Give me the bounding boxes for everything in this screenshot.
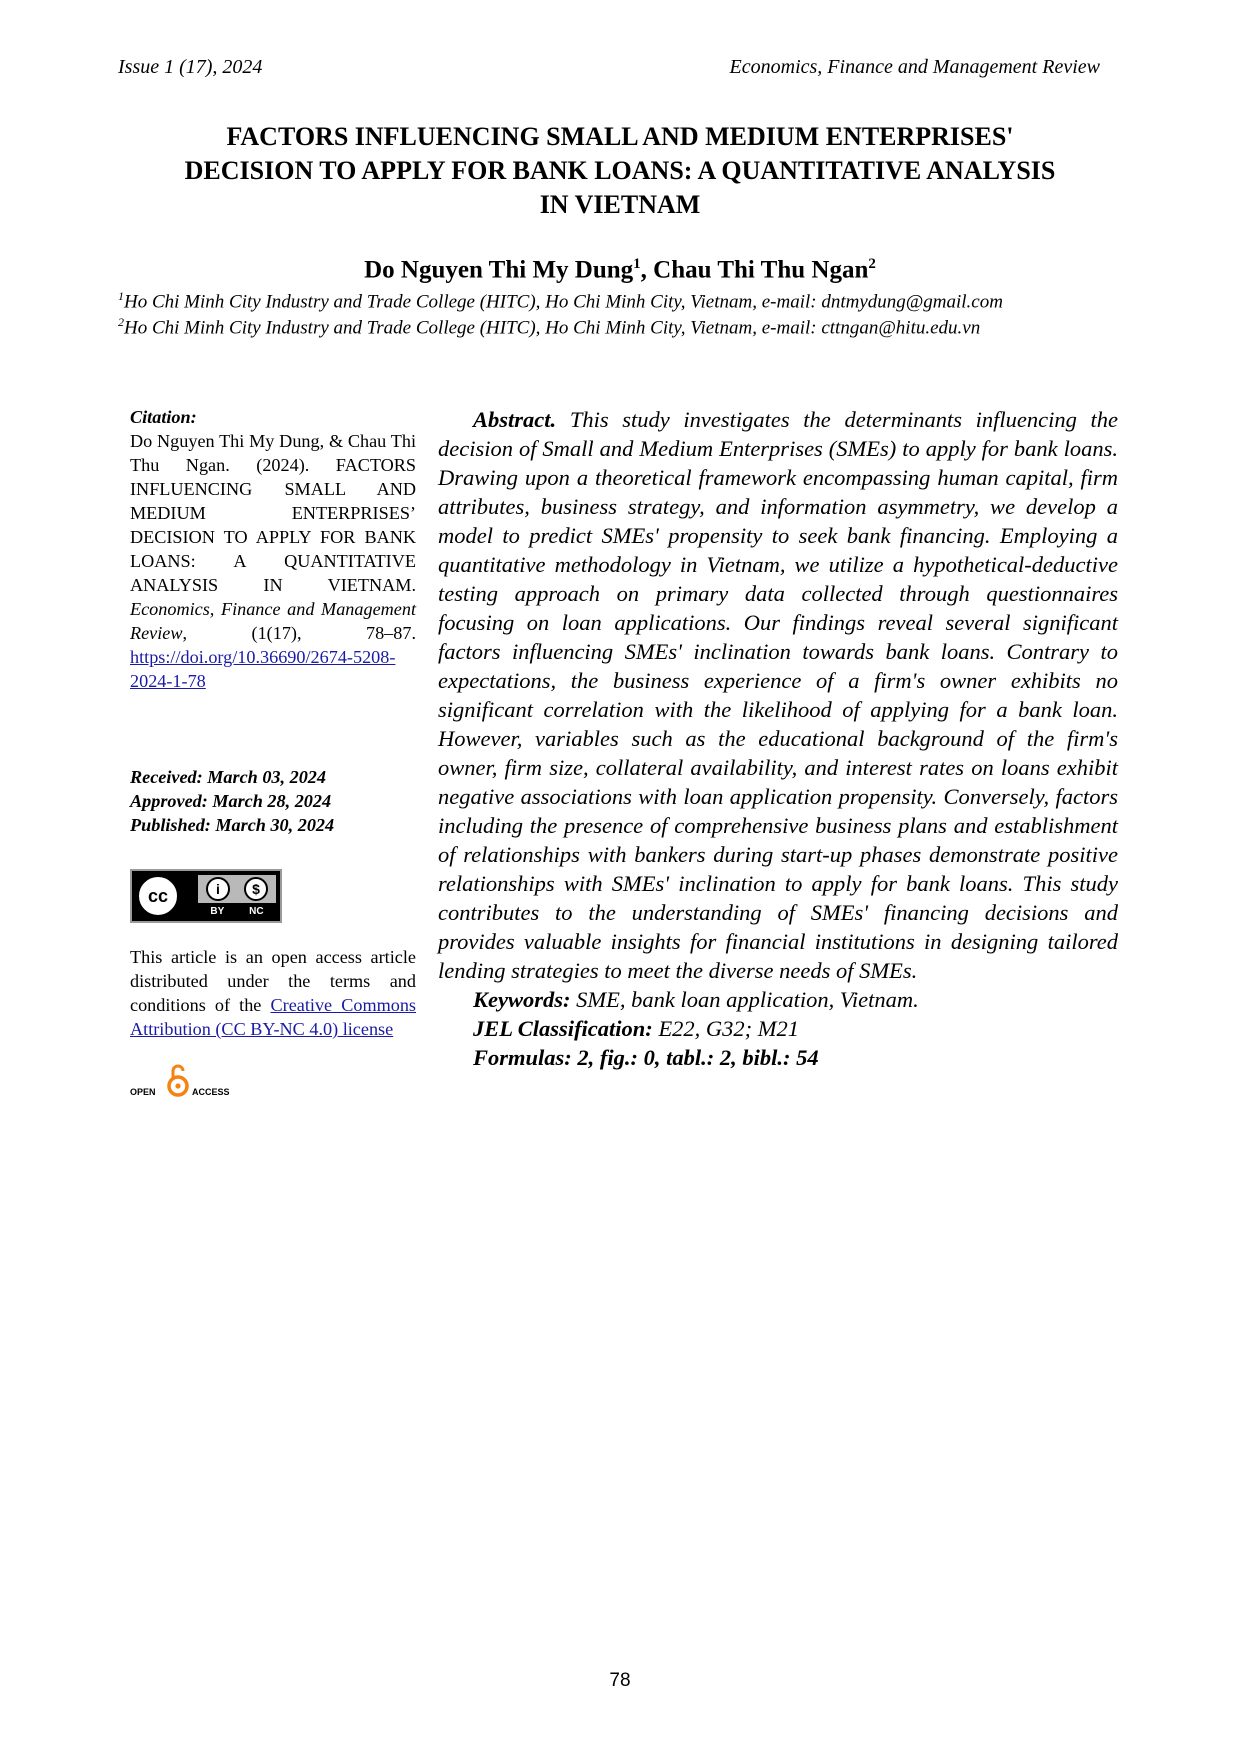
affiliation [118, 289, 1003, 313]
author-superscript: 1 [633, 256, 641, 272]
citation-body: Do Nguyen Thi My Dung, & Chau Thi Thu Ngan. (2024). FACTORS INFLUENCING SMALL AND MEDIUM ENTERPRISES’ DECISION TO APPLY FOR BANK LOANS: A QUANTITATIVE ANALYSIS IN VIETNAM. [130, 431, 416, 595]
open-access-open: OPEN [130, 1087, 156, 1097]
citation-volume: , (1(17), 78–87. [182, 623, 416, 643]
formulas-line: Formulas: 2, fig.: 0, tabl.: 2, bibl.: 54 [473, 1045, 819, 1070]
citation-text [130, 429, 416, 693]
affiliation [118, 315, 980, 339]
author-separator: , [640, 256, 654, 284]
keywords-text: SME, bank loan application, Vietnam. [570, 987, 919, 1012]
publication-dates [130, 765, 416, 837]
license-body: This article is an open access article distributed under the terms and conditions of the [130, 947, 416, 1015]
jel-text: E22, G32; M21 [652, 1016, 800, 1041]
keywords-label: Keywords: [473, 987, 571, 1012]
affiliation-superscript: 1 [118, 289, 124, 303]
citation-journal: Economics, Finance and Management Review [130, 599, 416, 643]
open-access-logo [130, 1063, 250, 1099]
cc-nc-label: NC [249, 906, 264, 917]
author-name: Chau Thi Thu Ngan [653, 256, 869, 284]
keywords-line [438, 985, 1118, 1014]
citation-label: Citation: [130, 407, 197, 427]
published-date: Published: March 30, 2024 [130, 815, 335, 835]
affiliation-text: Ho Chi Minh City Industry and Trade College (HITC), Ho Chi Minh City, Vietnam, e-mail: dntmydung@gmail.com [124, 291, 1003, 313]
paper-title [110, 120, 1130, 222]
title-line: FACTORS INFLUENCING SMALL AND MEDIUM ENTERPRISES' [226, 122, 1014, 151]
abstract-paragraph [438, 405, 1118, 985]
title-line: DECISION TO APPLY FOR BANK LOANS: A QUANTITATIVE ANALYSIS [184, 156, 1056, 185]
author-list [110, 256, 1130, 284]
author-name: Do Nguyen Thi My Dung [364, 256, 634, 284]
cc-badge-labels [198, 905, 276, 919]
attribution-icon: i [206, 877, 230, 901]
sidebar [130, 405, 416, 1099]
cc-icon: cc [136, 874, 180, 918]
cc-icons-strip [198, 875, 276, 903]
affiliation-superscript: 2 [118, 315, 124, 329]
received-date: Received: March 03, 2024 [130, 767, 326, 787]
noncommercial-icon: $ [244, 877, 268, 901]
cc-by-nc-badge-icon[interactable] [130, 869, 282, 923]
abstract-text: This study investigates the determinants influencing the decision of Small and Medium Enterprises (SMEs) to apply for bank loans. Drawing upon a theoretical framework encompassing human capital, firm attributes, business strategy, and information asymmetry, we develop a model to predict SMEs' propensity to seek bank financing. Employing a quantitative methodology in Vietnam, we utilize a hypothetical-deductive testing approach on primary data collected through questionnaires focusing on loan applications. Our findings reveal several significant factors influencing SMEs' inclination towards bank loans. Contrary to expectations, the business experience of a firm's owner exhibits no significant correlation with the likelihood of applying for a bank loan. However, variables such as the educational background of the firm's owner, firm size, collateral availability, and interest rates on loans exhibit negative associations with loan application propensity. Conversely, factors including the presence of comprehensive business plans and establishment of relationships with bankers during start-up phases demonstrate positive relationships with SMEs' inclination to apply for bank loans. This study contributes to the understanding of SMEs' financing decisions and provides valuable insights for financial institutions in designing tailored lending strategies to meet the diverse needs of SMEs. [438, 407, 1118, 983]
open-access-access: ACCESS [192, 1087, 230, 1097]
abstract-label: Abstract. [473, 407, 557, 432]
title-line: IN VIETNAM [539, 190, 701, 219]
cc-by-label: BY [210, 906, 225, 917]
open-lock-icon [166, 1063, 190, 1097]
page-number: 78 [609, 1670, 631, 1691]
author-superscript: 2 [868, 256, 876, 272]
issue-label: Issue 1 (17), 2024 [118, 56, 263, 78]
license-link[interactable]: Creative Commons Attribution (CC BY-NC 4.0) license [130, 995, 417, 1039]
jel-line [438, 1014, 1118, 1043]
affiliation-text: Ho Chi Minh City Industry and Trade College (HITC), Ho Chi Minh City, Vietnam, e-mail: cttngan@hitu.edu.vn [124, 317, 981, 339]
abstract-section [438, 405, 1118, 1072]
jel-label: JEL Classification: [473, 1016, 653, 1041]
doi-link[interactable]: https://doi.org/10.36690/2674-5208-2024-1-78 [130, 647, 396, 691]
license-text [130, 945, 416, 1041]
approved-date: Approved: March 28, 2024 [130, 791, 332, 811]
journal-name: Economics, Finance and Management Review [729, 56, 1100, 78]
